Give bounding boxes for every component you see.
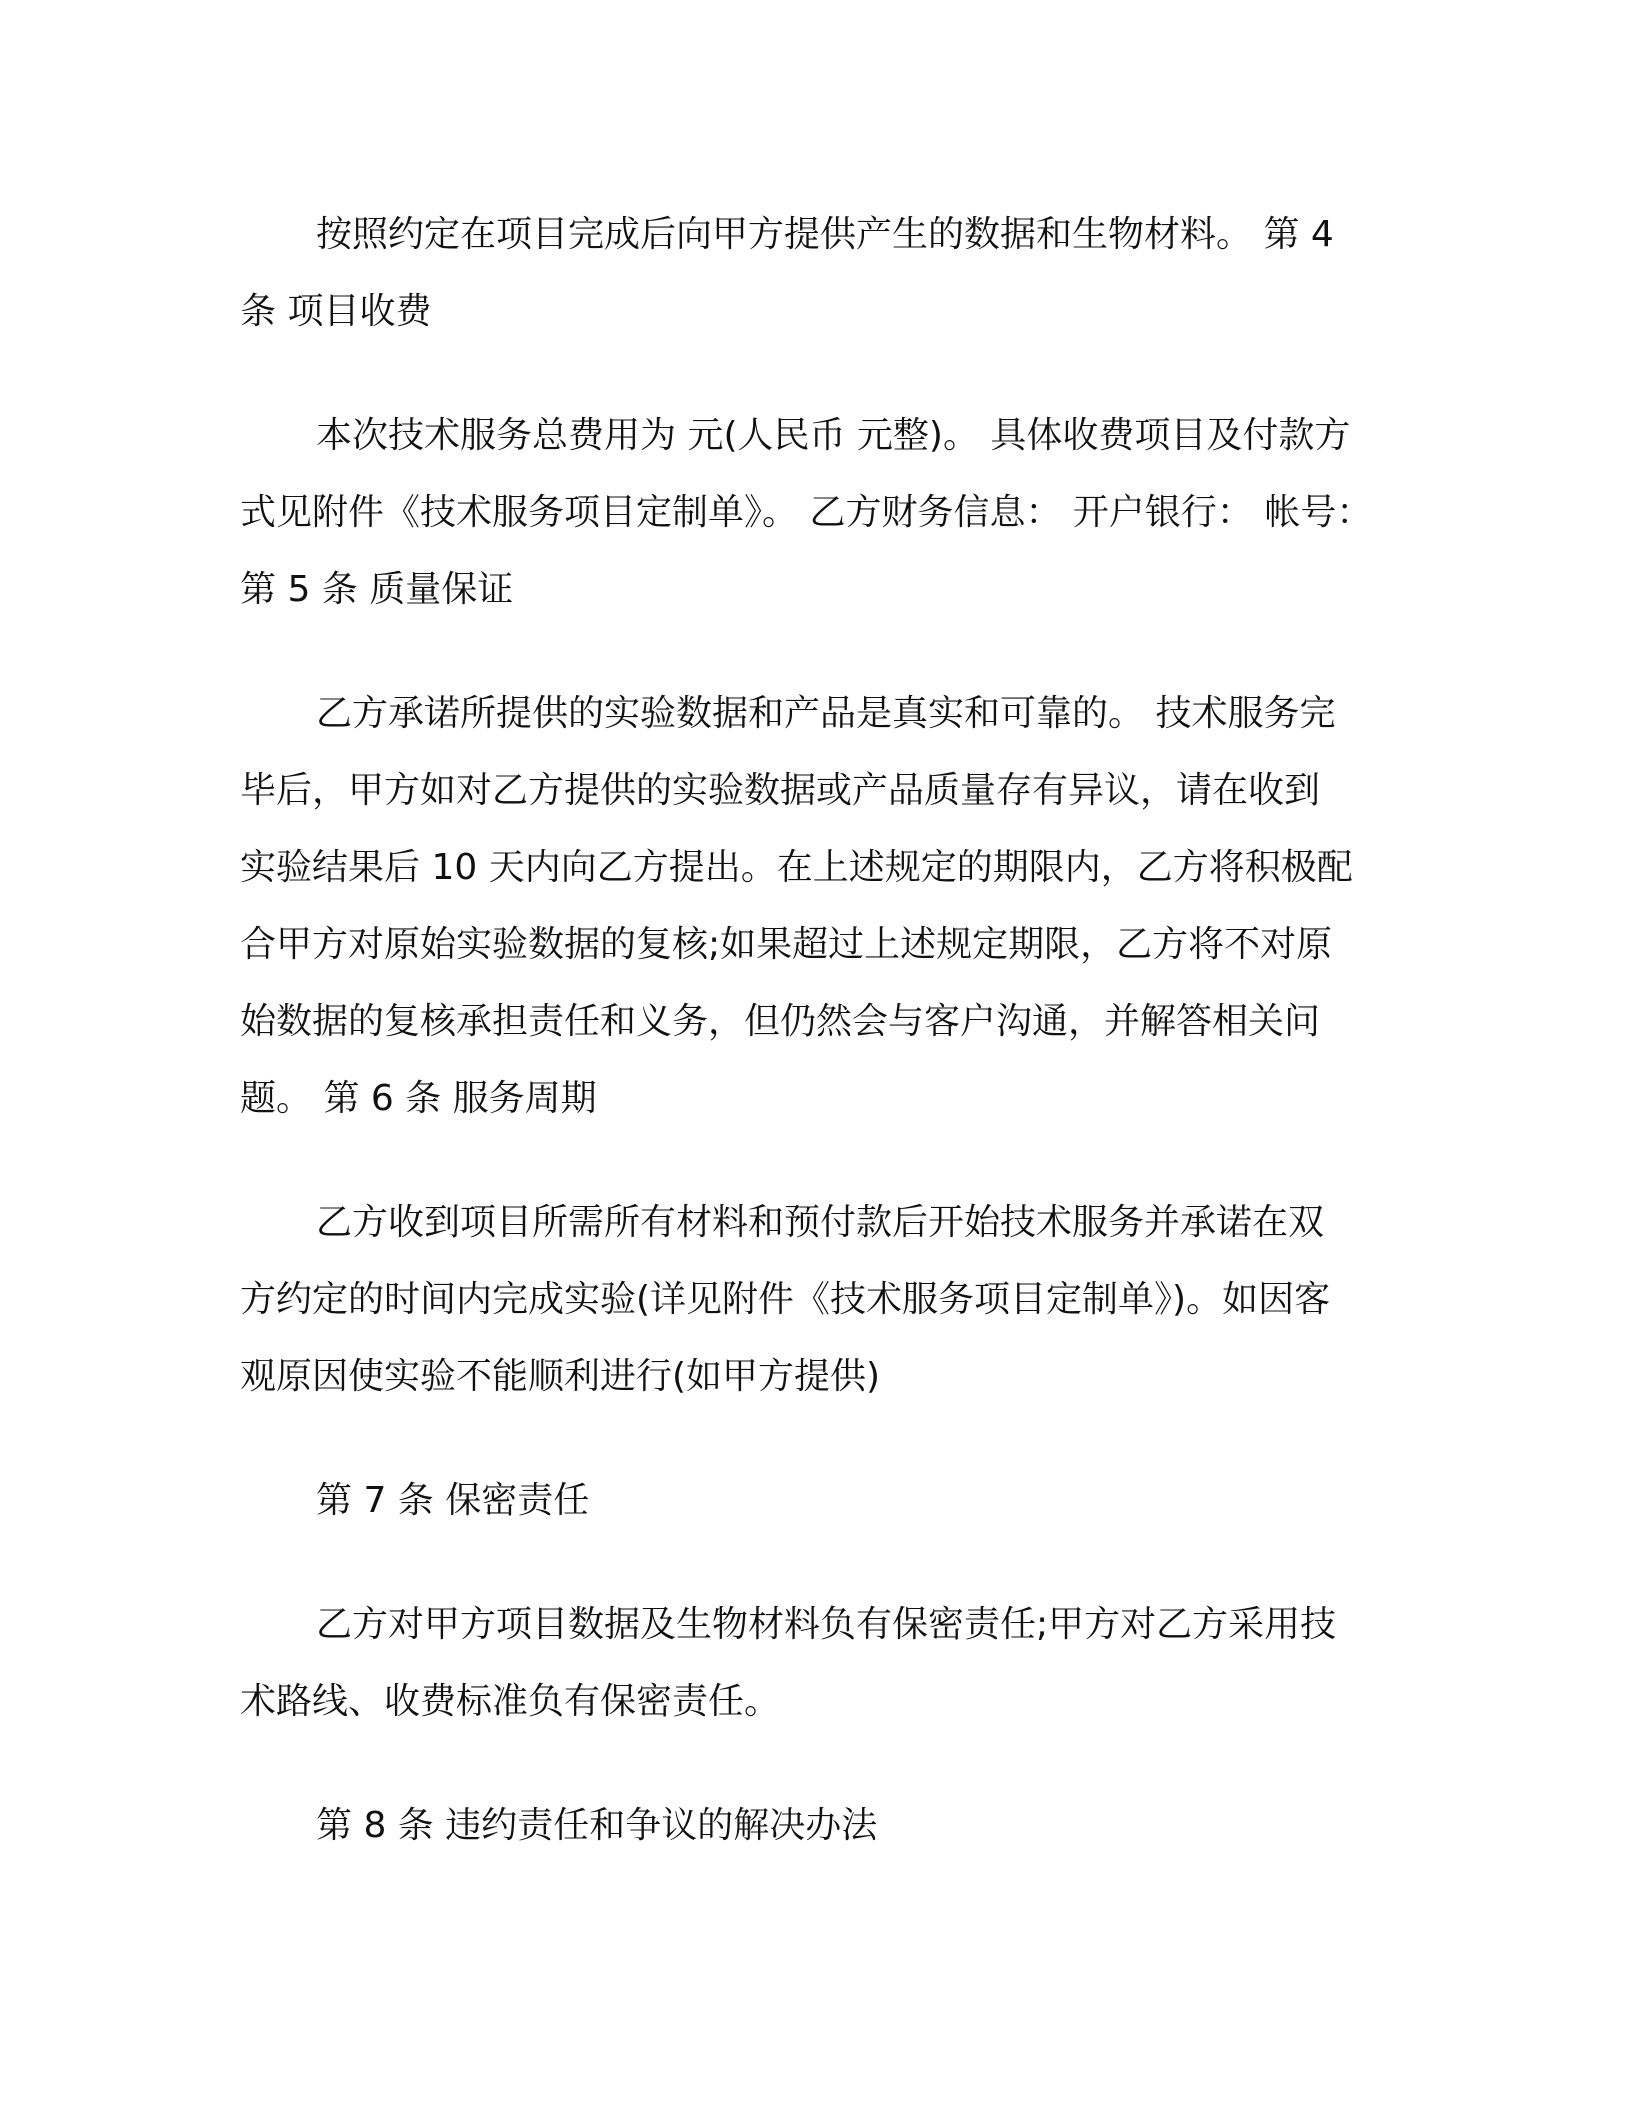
text-line: 毕后，甲方如对乙方提供的实验数据或产品质量存有异议，请在收到 xyxy=(240,770,1321,811)
text-line: 术路线、收费标准负有保密责任。 xyxy=(240,1681,781,1722)
text-line: 按照约定在项目完成后向甲方提供产生的数据和生物材料。 第 4 xyxy=(316,214,1334,255)
text-line: 第 8 条 违约责任和争议的解决办法 xyxy=(316,1805,878,1846)
text-line: 条 项目收费 xyxy=(240,291,432,332)
text-line: 始数据的复核承担责任和义务，但仍然会与客户沟通，并解答相关问 xyxy=(240,1001,1321,1042)
text-line: 方约定的时间内完成实验(详见附件《技术服务项目定制单》)。如因客 xyxy=(240,1279,1331,1320)
text-line: 乙方承诺所提供的实验数据和产品是真实和可靠的。 技术服务完 xyxy=(316,693,1336,734)
text-line: 合甲方对原始实验数据的复核;如果超过上述规定期限，乙方将不对原 xyxy=(240,924,1333,965)
text-line: 乙方收到项目所需所有材料和预付款后开始技术服务并承诺在双 xyxy=(316,1202,1325,1243)
paragraph-article-5 xyxy=(240,397,1400,628)
text-line: 实验结果后 10 天内向乙方提出。在上述规定的期限内，乙方将积极配 xyxy=(240,847,1353,888)
paragraph-service-cycle xyxy=(240,1184,1400,1415)
text-line: 本次技术服务总费用为 元(人民币 元整)。 具体收费项目及付款方 xyxy=(316,415,1351,456)
document-body xyxy=(240,196,1400,1911)
text-line: 观原因使实验不能顺利进行(如甲方提供) xyxy=(240,1356,881,1397)
paragraph-confidentiality xyxy=(240,1586,1400,1740)
text-line: 乙方对甲方项目数据及生物材料负有保密责任;甲方对乙方采用技 xyxy=(316,1604,1337,1645)
text-line: 式见附件《技术服务项目定制单》。 乙方财务信息： 开户银行： 帐号： xyxy=(240,492,1373,533)
paragraph-article-6 xyxy=(240,675,1400,1137)
paragraph-article-4 xyxy=(240,196,1400,350)
text-line: 第 5 条 质量保证 xyxy=(240,569,514,610)
heading-article-8 xyxy=(240,1787,1400,1864)
text-line: 第 7 条 保密责任 xyxy=(316,1480,590,1521)
text-line: 题。 第 6 条 服务周期 xyxy=(240,1078,597,1119)
heading-article-7 xyxy=(240,1462,1400,1539)
